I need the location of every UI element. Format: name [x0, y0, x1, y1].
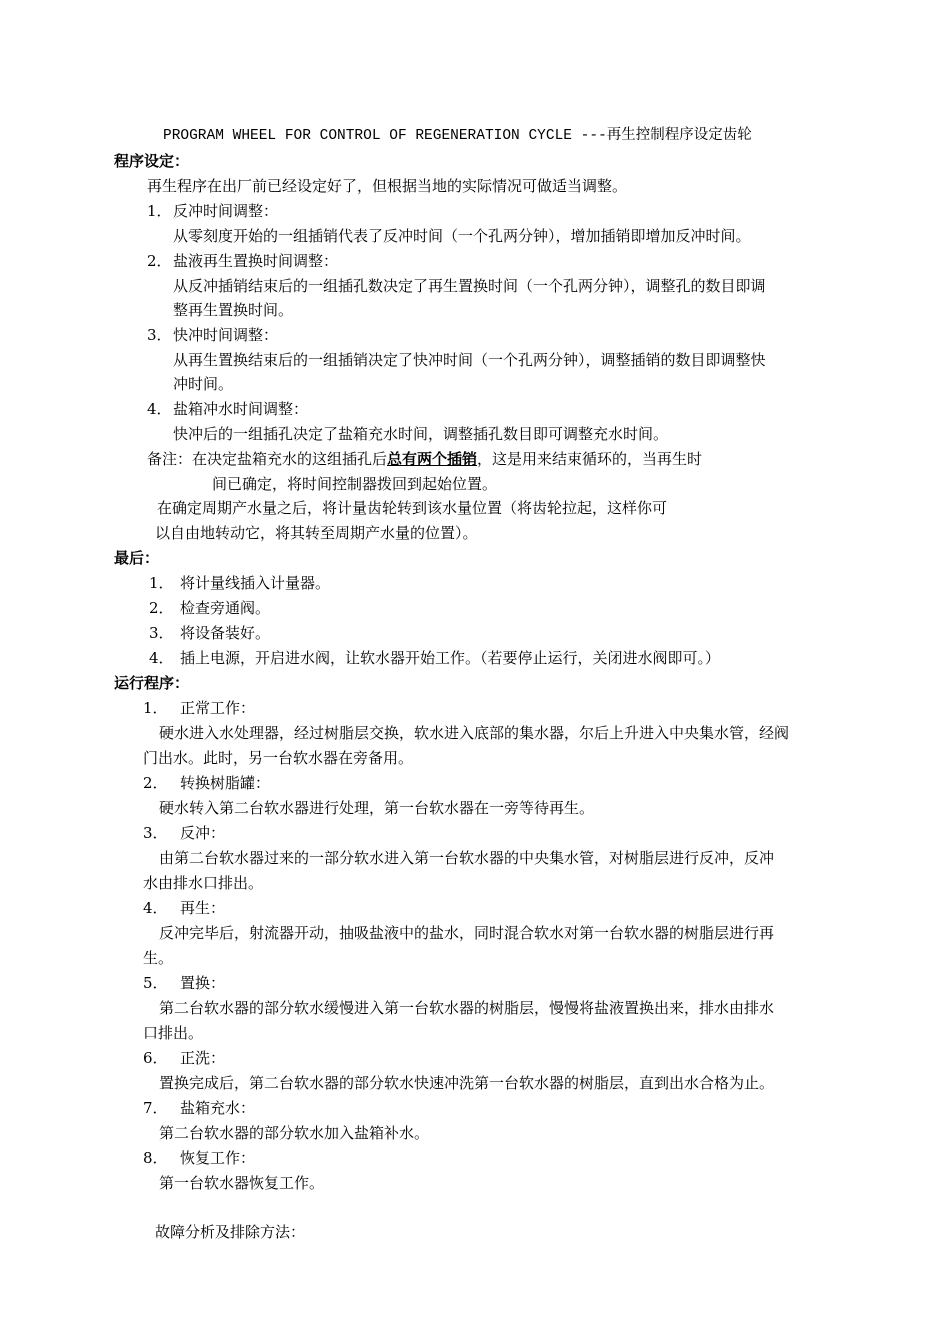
paragraph-line: 第二台软水器的部分软水加入盐箱补水。: [159, 1124, 430, 1142]
paragraph-line: 整再生置换时间。: [173, 301, 294, 319]
list-item-number: 1．: [147, 202, 172, 220]
paragraph-line: 硬水进入水处理器，经过树脂层交换，软水进入底部的集水器，尔后上升进入中央集水管，经阀: [159, 724, 790, 742]
list-item-title: 反冲：: [180, 824, 226, 842]
troubleshooting-heading: 故障分析及排除方法：: [155, 1223, 306, 1241]
note-text: 备注：在决定盐箱充水的这组插孔后: [147, 450, 388, 468]
list-item-number: 3．: [147, 326, 172, 344]
paragraph-line: 在确定周期产水量之后，将计量齿轮转到该水量位置（将齿轮拉起，这样你可: [157, 499, 668, 517]
list-item-title: 盐箱冲水时间调整：: [173, 400, 309, 418]
list-item-title: 置换：: [180, 974, 226, 992]
list-item-number: 6．: [143, 1049, 168, 1067]
list-item-number: 7．: [143, 1099, 168, 1117]
list-item-number: 1．: [149, 574, 174, 592]
paragraph-line: 第一台软水器恢复工作。: [159, 1174, 325, 1192]
note-text: ，这是用来结束循环的，当再生时: [477, 450, 703, 468]
paragraph-line: 口排出。: [143, 1024, 204, 1042]
paragraph-line: 从零刻度开始的一组插销代表了反冲时间（一个孔两分钟），增加插销即增加反冲时间。: [173, 227, 751, 245]
list-item-number: 5．: [143, 974, 168, 992]
paragraph-line: 反冲完毕后，射流器开动，抽吸盐液中的盐水，同时混合软水对第一台软水器的树脂层进行再: [159, 924, 775, 942]
paragraph-line: 第二台软水器的部分软水缓慢进入第一台软水器的树脂层，慢慢将盐液置换出来，排水由排水: [159, 999, 775, 1017]
list-item-number: 8．: [143, 1149, 168, 1167]
paragraph-line: 门出水。此时，另一台软水器在旁备用。: [143, 749, 414, 767]
list-item-title: 转换树脂罐：: [180, 774, 271, 792]
list-item-title: 盐箱充水：: [180, 1099, 256, 1117]
list-item-number: 3．: [143, 824, 168, 842]
list-item-text: 将设备装好。: [180, 624, 271, 642]
list-item-number: 4．: [147, 400, 172, 418]
list-item-number: 3．: [149, 624, 174, 642]
program-setting-intro: 再生程序在出厂前已经设定好了，但根据当地的实际情况可做适当调整。: [147, 177, 628, 195]
paragraph-line: 水由排水口排出。: [143, 874, 264, 892]
list-item-text: 插上电源，开启进水阀，让软水器开始工作。（若要停止运行，关闭进水阀即可。）: [180, 649, 721, 667]
note-emphasis: 总有两个插销: [387, 450, 478, 468]
list-item-title: 正洗：: [180, 1049, 226, 1067]
note-line: [147, 449, 702, 469]
section-heading-program-setting: 程序设定：: [114, 152, 190, 170]
paragraph-line: 从反冲插销结束后的一组插孔数决定了再生置换时间（一个孔两分钟），调整孔的数目即调: [173, 277, 766, 295]
list-item-title: 盐液再生置换时间调整：: [173, 252, 339, 270]
list-item-number: 2．: [143, 774, 168, 792]
paragraph-line: 生。: [143, 949, 174, 967]
paragraph-line: 置换完成后，第二台软水器的部分软水快速冲洗第一台软水器的树脂层，直到出水合格为止。: [159, 1074, 775, 1092]
list-item-title: 快冲时间调整：: [173, 326, 279, 344]
list-item-text: 检查旁通阀。: [180, 599, 271, 617]
list-item-number: 4．: [149, 649, 174, 667]
section-heading-operation: 运行程序：: [114, 674, 190, 692]
paragraph-line: 以自由地转动它，将其转至周期产水量的位置）。: [155, 524, 478, 542]
section-heading-finally: 最后：: [114, 549, 160, 567]
list-item-text: 将计量线插入计量器。: [180, 574, 331, 592]
list-item-title: 恢复工作：: [180, 1149, 256, 1167]
list-item-number: 1．: [143, 699, 168, 717]
paragraph-line: 由第二台软水器过来的一部分软水进入第一台软水器的中央集水管，对树脂层进行反冲，反冲: [159, 849, 775, 867]
paragraph-line: 快冲后的一组插孔决定了盐箱充水时间，调整插孔数目即可调整充水时间。: [173, 425, 669, 443]
list-item-number: 2．: [149, 599, 174, 617]
document-title: PROGRAM WHEEL FOR CONTROL OF REGENERATION CYCLE ---再生控制程序设定齿轮: [163, 128, 752, 144]
paragraph-line: 硬水转入第二台软水器进行处理，第一台软水器在一旁等待再生。: [159, 799, 595, 817]
note-line: 间已确定，将时间控制器拨回到起始位置。: [212, 475, 498, 493]
paragraph-line: 冲时间。: [173, 375, 234, 393]
list-item-number: 2．: [147, 252, 172, 270]
list-item-title: 反冲时间调整：: [173, 202, 279, 220]
list-item-title: 正常工作：: [180, 699, 256, 717]
list-item-title: 再生：: [180, 899, 226, 917]
paragraph-line: 从再生置换结束后的一组插销决定了快冲时间（一个孔两分钟），调整插销的数目即调整快: [173, 351, 766, 369]
list-item-number: 4．: [143, 899, 168, 917]
